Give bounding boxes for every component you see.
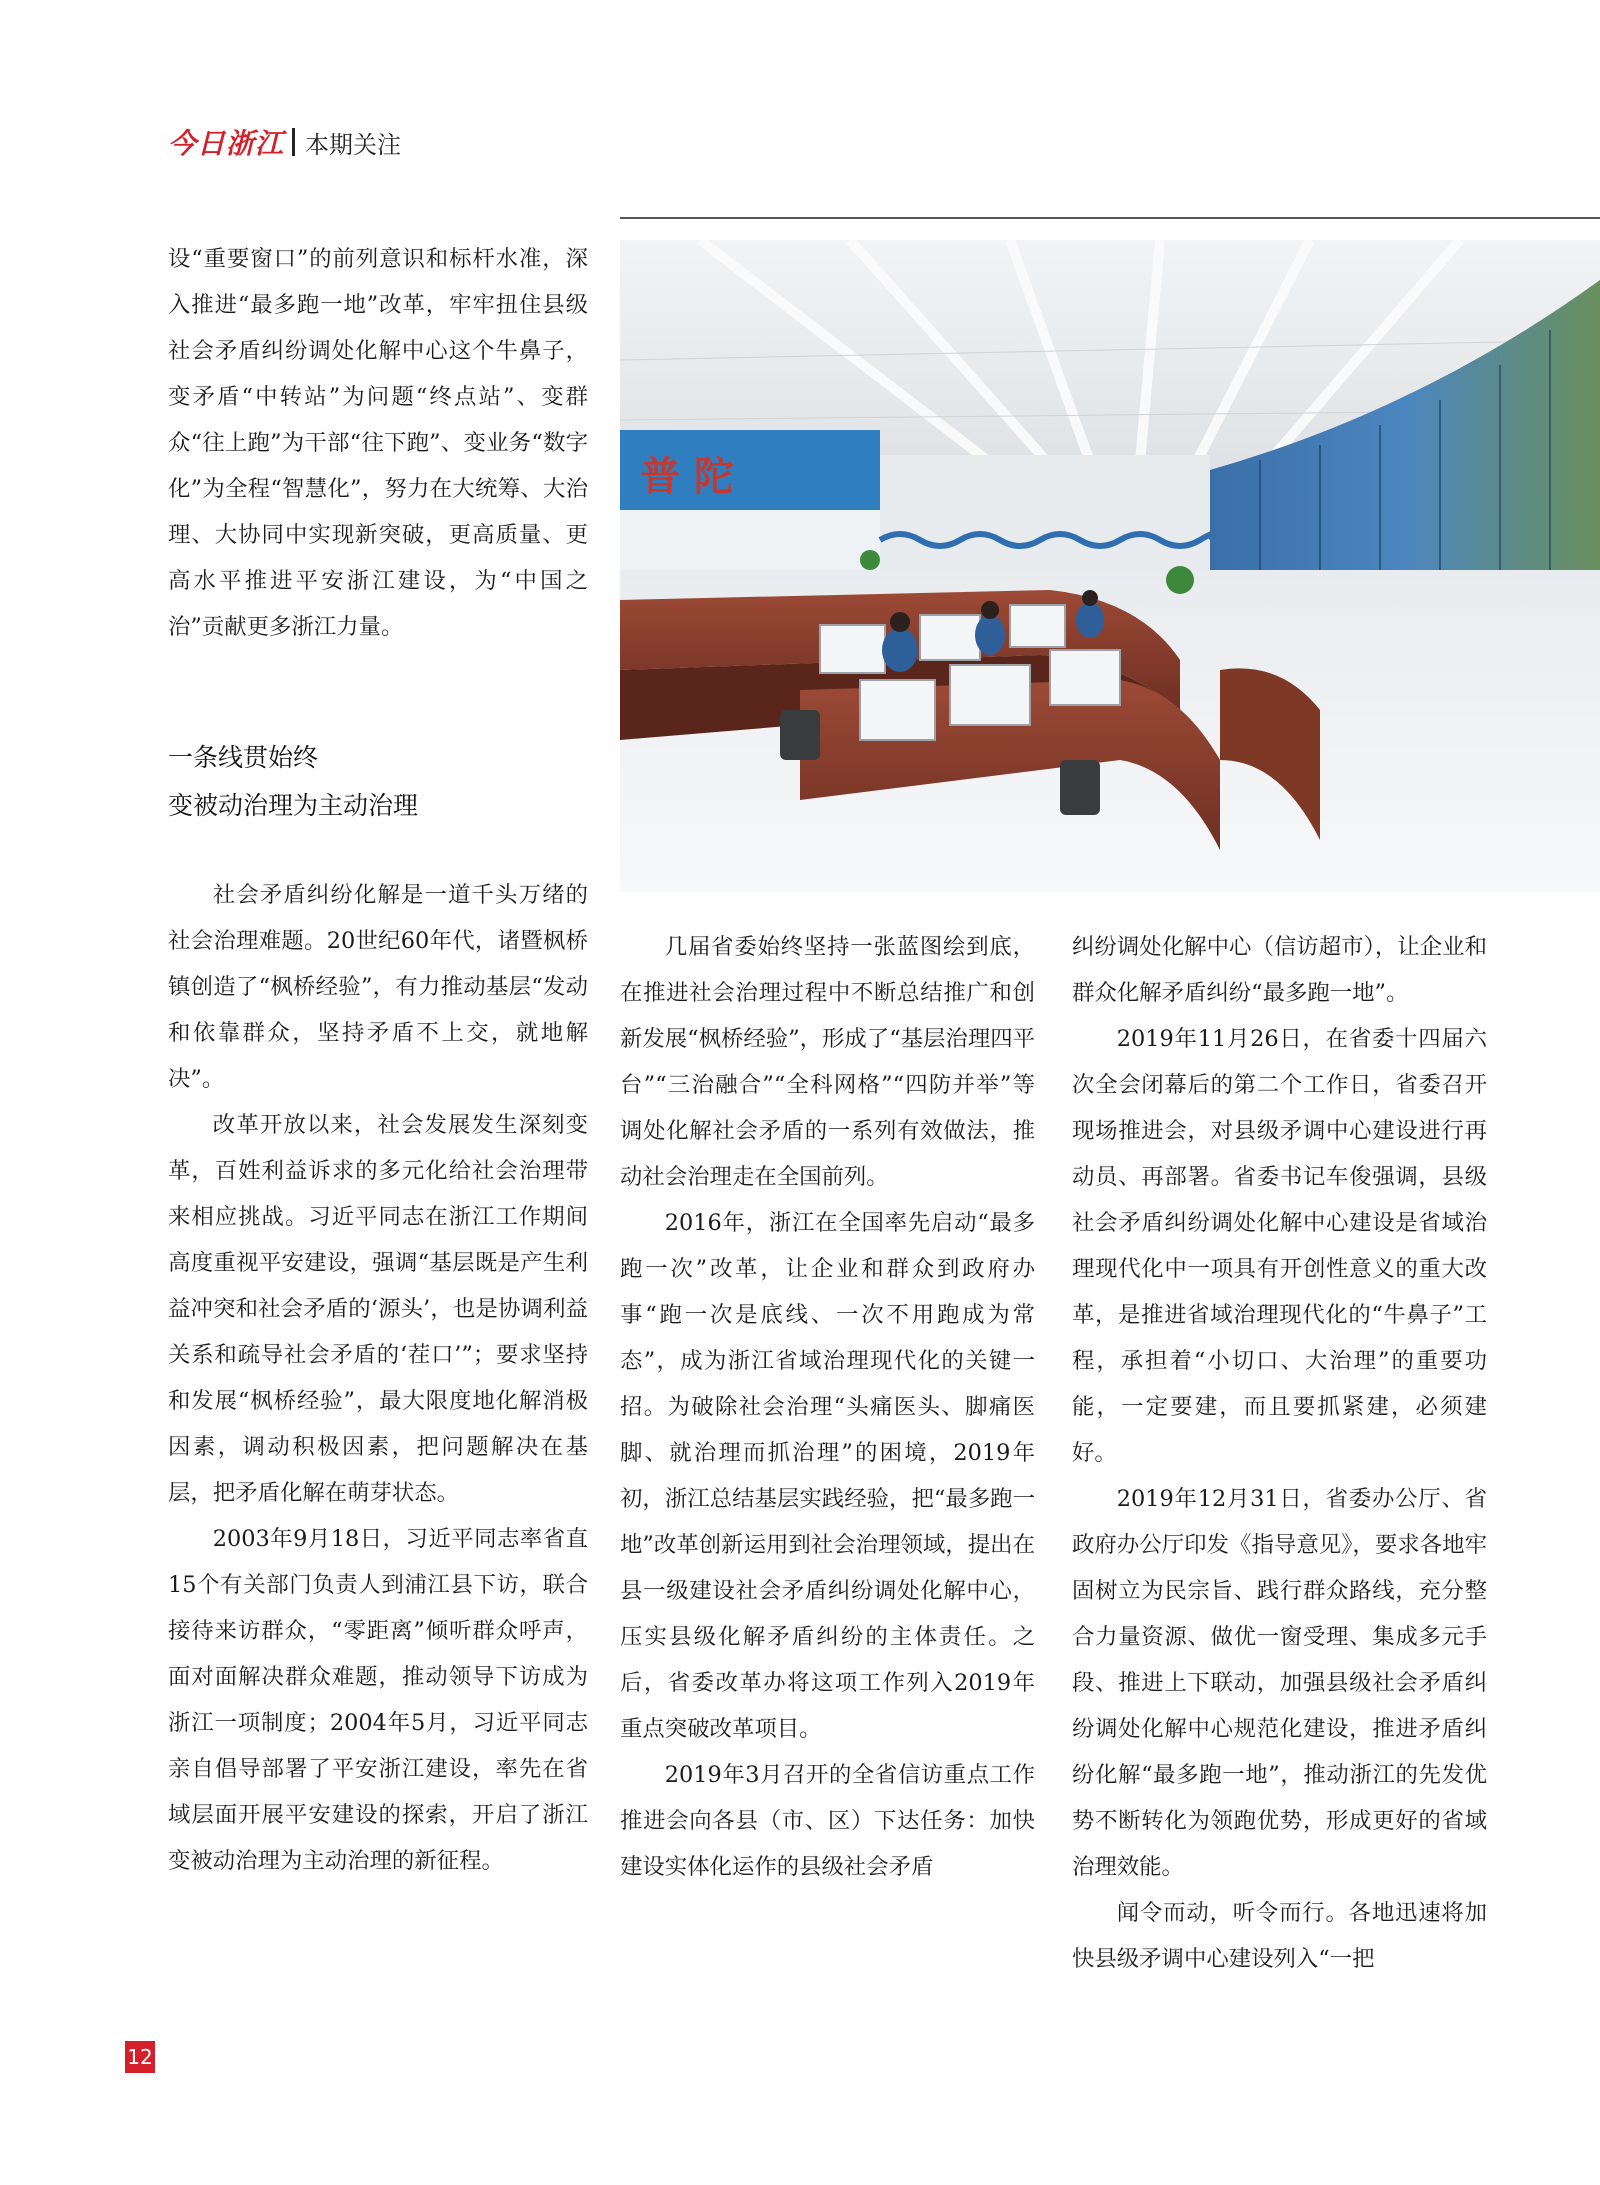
paragraph: 社会矛盾纠纷化解是一道千头万绪的社会治理难题。20世纪60年代，诸暨枫桥镇创造了“枫桥经验”，有力推动基层“发动和依靠群众，坚持矛盾不上交，就地解决”。 [168, 882, 588, 1092]
paragraph: 闻令而动，听令而行。各地迅速将加快县级矛调中心建设列入“一把 [1072, 1900, 1487, 1972]
magazine-logo: 今日浙江 [168, 127, 285, 160]
section-heading-line-1: 一条线贯始终 [168, 743, 319, 772]
command-center-photo [620, 240, 1600, 892]
top-rule [620, 217, 1600, 219]
paragraph: 2019年3月召开的全省信访重点工作推进会向各县（市、区）下达任务：加快建设实体化运作的县级社会矛盾 [620, 1762, 1035, 1880]
photo-illustration [620, 240, 1600, 892]
section-name: 本期关注 [305, 130, 402, 159]
column-1-bottom [168, 872, 588, 1884]
column-1-top [168, 236, 588, 650]
paragraph: 设“重要窗口”的前列意识和标杆水准，深入推进“最多跑一地”改革，牢牢扭住县级社会矛盾纠纷调处化解中心这个牛鼻子，变矛盾“中转站”为问题“终点站”、变群众“往上跑”为干部“往下跑”、变业务“数字化”为全程“智慧化”，努力在大统筹、大治理、大协同中实现新突破，更高质量、更高水平推进平安浙江建设，为“中国之治”贡献更多浙江力量。 [168, 246, 588, 640]
column-3 [1072, 924, 1487, 1982]
section-heading [168, 734, 588, 830]
paragraph: 2016年，浙江在全国率先启动“最多跑一次”改革，让企业和群众到政府办事“跑一次是底线、一次不用跑成为常态”，成为浙江省域治理现代化的关键一招。为破除社会治理“头痛医头、脚痛医脚、就治理而抓治理”的困境，2019年初，浙江总结基层实践经验，把“最多跑一地”改革创新运用到社会治理领域，提出在县一级建设社会矛盾纠纷调处化解中心，压实县级化解矛盾纠纷的主体责任。之后，省委改革办将这项工作列入2019年重点突破改革项目。 [620, 1210, 1035, 1742]
wall-sign-text: 普 陀 [640, 454, 734, 500]
paragraph: 2019年12月31日，省委办公厅、省政府办公厅印发《指导意见》，要求各地牢固树立为民宗旨、践行群众路线，充分整合力量资源、做优一窗受理、集成多元手段、推进上下联动，加强县级社会矛盾纠纷调处化解中心规范化建设，推进矛盾纠纷化解“最多跑一地”，推动浙江的先发优势不断转化为领跑优势，形成更好的省域治理效能。 [1072, 1486, 1487, 1880]
paragraph: 2003年9月18日，习近平同志率省直15个有关部门负责人到浦江县下访，联合接待来访群众，“零距离”倾听群众呼声，面对面解决群众难题，推动领导下访成为浙江一项制度；2004年5月，习近平同志亲自倡导部署了平安浙江建设，率先在省域层面开展平安建设的探索，开启了浙江变被动治理为主动治理的新征程。 [168, 1526, 588, 1874]
header-divider [292, 128, 295, 156]
magazine-header [168, 122, 401, 162]
paragraph: 2019年11月26日，在省委十四届六次全会闭幕后的第二个工作日，省委召开现场推进会，对县级矛调中心建设进行再动员、再部署。省委书记车俊强调，县级社会矛盾纠纷调处化解中心建设是省域治理现代化中一项具有开创性意义的重大改革，是推进省域治理现代化的“牛鼻子”工程，承担着“小切口、大治理”的重要功能，一定要建，而且要抓紧建，必须建好。 [1072, 1026, 1487, 1466]
paragraph: 纠纷调处化解中心（信访超市），让企业和群众化解矛盾纠纷“最多跑一地”。 [1072, 934, 1487, 1006]
paragraph: 几届省委始终坚持一张蓝图绘到底，在推进社会治理过程中不断总结推广和创新发展“枫桥经验”，形成了“基层治理四平台”“三治融合”“全科网格”“四防并举”等调处化解社会矛盾的一系列有效做法，推动社会治理走在全国前列。 [620, 934, 1035, 1190]
paragraph: 改革开放以来，社会发展发生深刻变革，百姓利益诉求的多元化给社会治理带来相应挑战。习近平同志在浙江工作期间高度重视平安建设，强调“基层既是产生利益冲突和社会矛盾的‘源头’，也是协调利益关系和疏导社会矛盾的‘茬口’”；要求坚持和发展“枫桥经验”，最大限度地化解消极因素，调动积极因素，把问题解决在基层，把矛盾化解在萌芽状态。 [168, 1112, 588, 1506]
column-2 [620, 924, 1035, 1890]
section-heading-line-2: 变被动治理为主动治理 [168, 791, 419, 820]
page-number: 12 [125, 2041, 155, 2073]
